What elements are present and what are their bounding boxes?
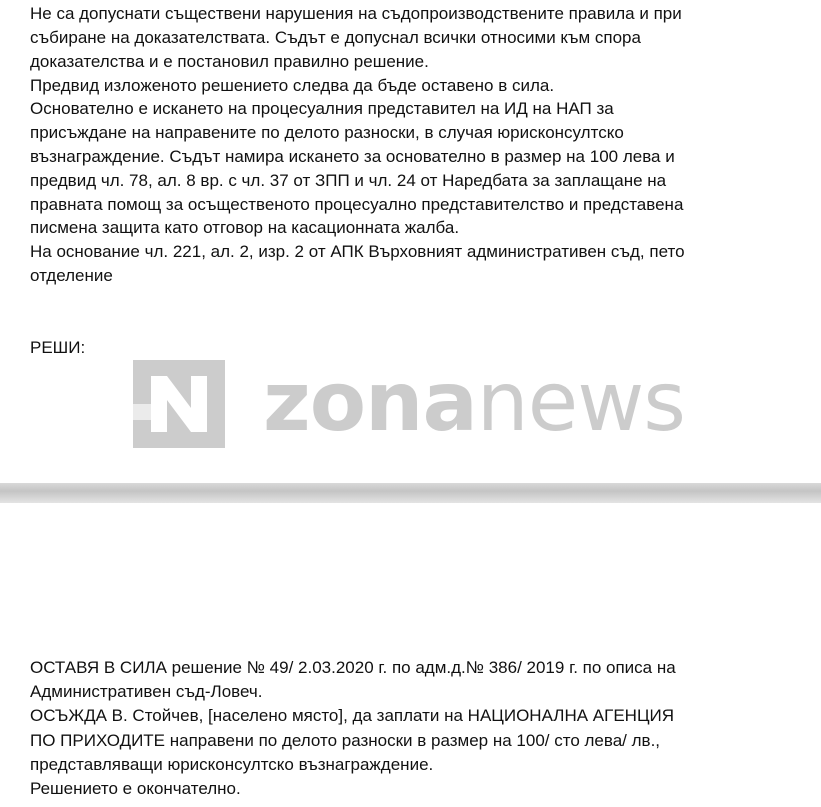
decision-heading: РЕШИ: xyxy=(30,338,86,357)
page-separator xyxy=(0,483,821,503)
text-line: Решението е окончателно. xyxy=(30,779,241,798)
document-page-2 xyxy=(0,503,821,807)
text-line: ОСЪЖДА В. Стойчев, [населено място], да заплати на НАЦИОНАЛНА АГЕНЦИЯ xyxy=(30,706,675,725)
text-line: писмена защита като отговор на касационната жалба. xyxy=(30,218,460,237)
text-line: предвид чл. 78, ал. 8 вр. с чл. 37 от ЗПП и чл. 24 от Наредбата за заплащане на xyxy=(30,171,667,190)
text-line: ОСТАВЯ В СИЛА решение № 49/ 2.03.2020 г. по адм.д.№ 386/ 2019 г. по описа на xyxy=(30,658,676,677)
text-line: отделение xyxy=(30,266,113,285)
watermark-text-regular: news xyxy=(476,355,685,450)
watermark-text-bold: zona xyxy=(263,355,477,450)
text-line: Основателно е искането на процесуалния представител на ИД на НАП за xyxy=(30,99,614,118)
text-line: събиране на доказателствата. Съдът е допуснал всички относими към спора xyxy=(30,28,641,47)
text-line: ПО ПРИХОДИТЕ направени по делото разноски в размер на 100/ сто лева/ лв., xyxy=(30,731,661,750)
zonanews-logo-icon xyxy=(133,360,225,448)
text-line: Административен съд-Ловеч. xyxy=(30,682,263,701)
watermark-text xyxy=(263,355,685,450)
text-line: Предвид изложеното решението следва да бъде оставено в сила. xyxy=(30,76,555,95)
text-line: доказателства и е постановил правилно решение. xyxy=(30,52,429,71)
text-line: присъждане на направените по делото разноски, в случая юрисконсултско xyxy=(30,123,624,142)
text-line: На основание чл. 221, ал. 2, изр. 2 от АПК Върховният административен съд, пето xyxy=(30,242,685,261)
text-line: Не са допуснати съществени нарушения на съдопроизводствените правила и при xyxy=(30,4,682,23)
text-line: представляващи юрисконсултско възнаграждение. xyxy=(30,755,434,774)
text-line: възнаграждение. Съдът намира искането за основателно в размер на 100 лева и xyxy=(30,147,675,166)
text-line: правната помощ за осъщественото процесуално представителство и представена xyxy=(30,195,684,214)
watermark xyxy=(133,357,693,452)
